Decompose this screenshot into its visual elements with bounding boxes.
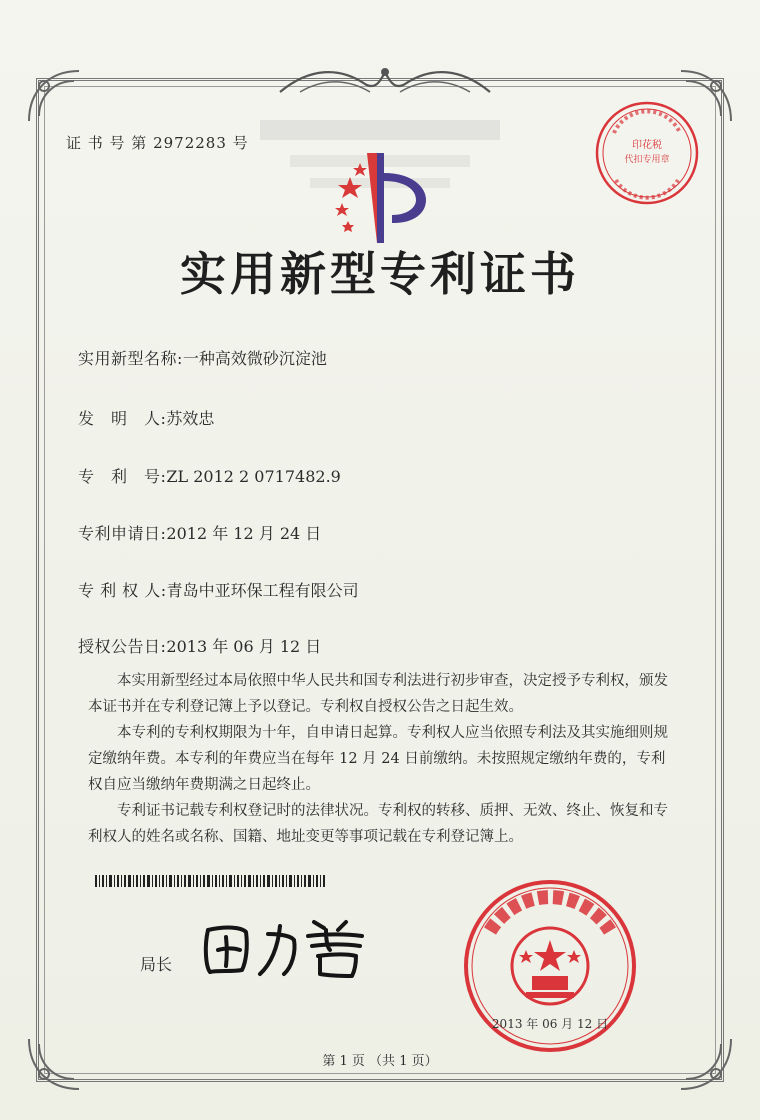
patentee-value: 青岛中亚环保工程有限公司 <box>166 581 359 600</box>
utility-model-name-row <box>78 346 327 369</box>
svg-text:印花税: 印花税 <box>632 140 662 151</box>
director-label: 局长 <box>140 955 173 974</box>
body-paragraph: 专利证书记载专利权登记时的法律状况。专利权的转移、质押、无效、终止、恢复和专利权人的姓名或名称、国籍、地址变更等事项记载在专利登记簿上。 <box>88 803 668 845</box>
certificate-title: 实用新型专利证书 <box>180 247 580 301</box>
corner-ornament-icon <box>24 66 84 126</box>
patent-number-row <box>78 464 341 487</box>
patentee-label: 专 利 权 人: <box>78 581 167 600</box>
national-ip-office-seal-icon <box>460 876 640 1056</box>
barcode-icon <box>95 875 325 887</box>
body-paragraph: 本实用新型经过本局依照中华人民共和国专利法进行初步审查，决定授予专利权，颁发本证书并在专利登记簿上予以登记。专利权自授权公告之日起生效。 <box>88 673 668 715</box>
patentee-row <box>78 578 359 601</box>
page-footer: 第 1 页 （共 1 页） <box>322 1054 438 1069</box>
utility-model-name-label: 实用新型名称: <box>78 349 183 368</box>
grant-date-label: 授权公告日: <box>78 637 167 656</box>
filing-date-value: 2012 年 12 月 24 日 <box>166 524 322 543</box>
svg-text:代扣专用章: 代扣专用章 <box>624 155 670 165</box>
patent-office-logo-icon <box>322 145 442 245</box>
patent-number-value: ZL 2012 2 0717482.9 <box>166 467 341 486</box>
inventor-value: 苏效忠 <box>166 409 215 428</box>
grant-date-value: 2013 年 06 月 12 日 <box>166 637 322 656</box>
patent-number-label: 专 利 号: <box>78 467 167 486</box>
top-ornament-icon <box>270 62 500 102</box>
seal-date: 2013 年 06 月 12 日 <box>491 1017 609 1031</box>
filing-date-label: 专利申请日: <box>78 524 167 543</box>
inventor-row <box>78 406 214 429</box>
tax-stamp-seal-icon <box>592 98 702 208</box>
director-signature-icon <box>196 912 376 982</box>
grant-date-row <box>78 634 321 657</box>
utility-model-name-value: 一种高效微砂沉淀池 <box>182 349 327 368</box>
certificate-body <box>88 668 678 850</box>
filing-date-row <box>78 521 321 544</box>
certificate-number: 证 书 号 第 2972283 号 <box>66 134 249 152</box>
body-paragraph: 本专利的专利权期限为十年，自申请日起算。专利权人应当依照专利法及其实施细则规定缴纳年费。本专利的年费应当在每年 12 月 24 日前缴纳。未按照规定缴纳年费的，专利权自应当缴纳年费期满之日起终止。 <box>88 725 668 793</box>
inventor-label: 发 明 人: <box>78 409 167 428</box>
